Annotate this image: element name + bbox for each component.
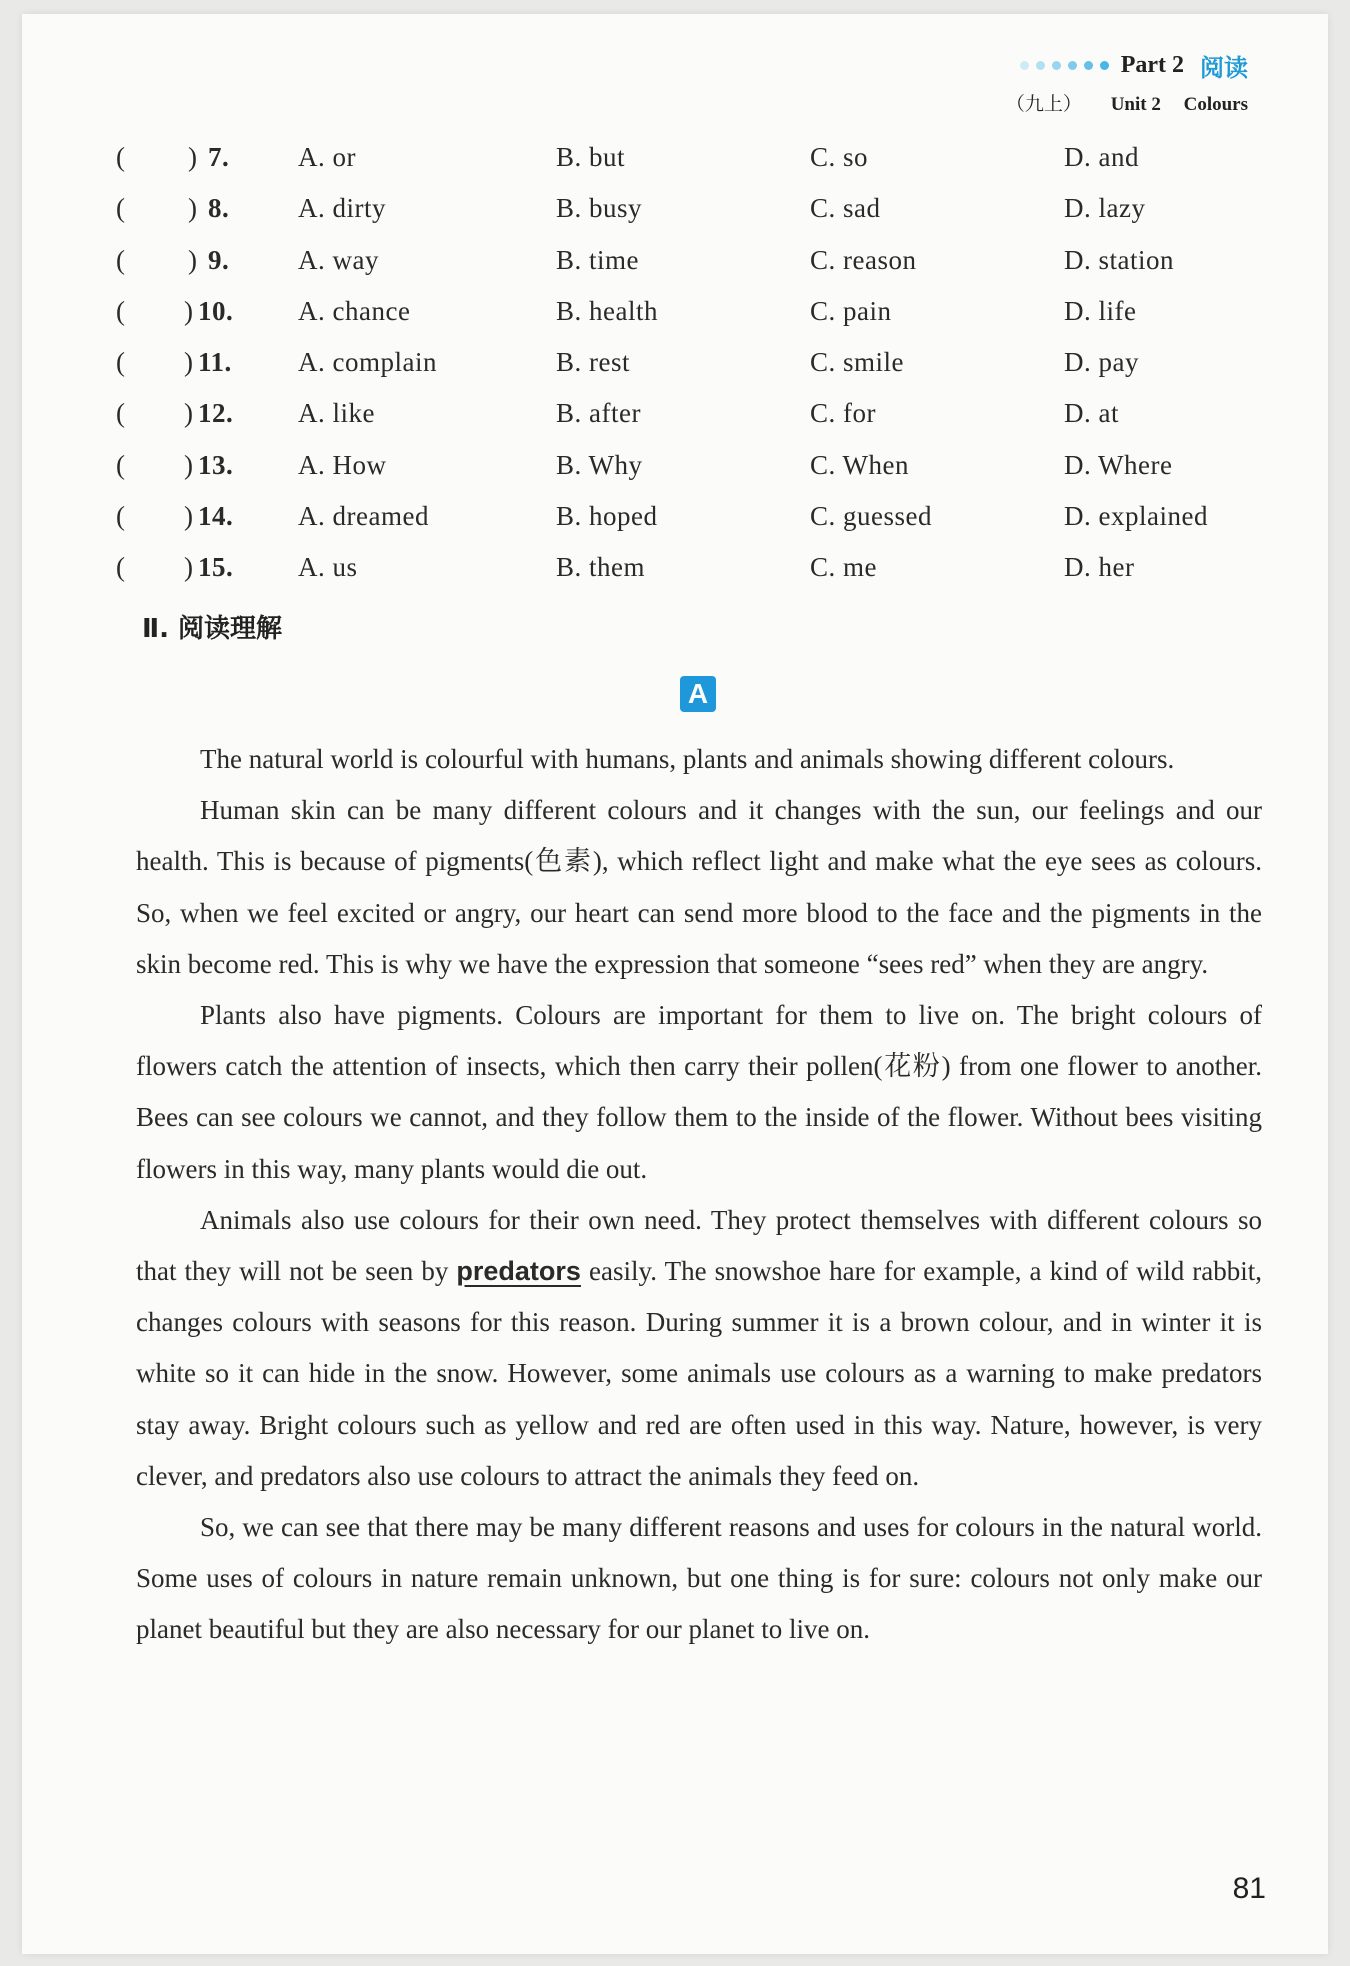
page-number: 81 [1232,1872,1266,1905]
answer-blank-open: ( [116,449,126,480]
question-number: 7. [208,142,230,172]
paragraph: So, we can see that there may be many different reasons and uses for colours in the natural world. Some uses of colours in nature remain unknown, but one thing is for sure: colours not only make our planet beautiful but they are also necessary for our planet to live on. [136,1512,1262,1645]
option-b: B. time [556,244,639,275]
answer-blank-close: ) [188,193,198,224]
answer-blank-close: ) [184,295,194,326]
answer-blank-open: ( [116,295,126,326]
option-d: D. pay [1064,347,1139,378]
answer-blank-close: ) [184,552,194,583]
answer-blank-open: ( [116,244,126,275]
option-d: D. station [1064,244,1174,275]
option-c: C. me [810,552,877,583]
part-cn-label: 阅读 [1200,54,1248,82]
answer-blank-close: ) [188,244,198,275]
paragraph: The natural world is colourful with humans, plants and animals showing different colours. [200,744,1175,774]
answer-blank-close: ) [188,142,198,172]
option-b: B. them [556,552,645,583]
option-b: B. busy [556,193,643,224]
paragraph: Plants also have pigments. Colours are important for them to live on. The bright colours of flowers catch the attention of insects, which then carry their pollen(花粉) from one flower to another. Bees can see colours we cannot, and they follow them to the inside of the flower. Without bees visiting flowers in this way, many plants would die out. [136,1000,1262,1184]
page-header [1006,48,1248,116]
answer-blank-close: ) [184,501,194,532]
option-d: D. Where [1064,449,1173,480]
option-c: C. so [810,142,869,172]
unit-label: Unit 2 [1110,94,1161,115]
question-number: 8. [208,193,230,224]
textbook-page [22,14,1328,1954]
option-d: D. explained [1064,501,1208,532]
question-number: 9. [208,244,230,275]
option-a: A. dirty [298,193,386,224]
question-number: 10. [198,295,234,326]
answer-blank-open: ( [116,552,126,583]
option-b: B. rest [556,347,630,378]
option-a: A. us [298,552,358,583]
answer-blank-close: ) [184,449,194,480]
question-number: 12. [198,398,234,429]
option-a: A. dreamed [298,501,429,532]
option-c: C. pain [810,295,892,326]
passage-badge: A [680,676,716,712]
option-d: D. at [1064,398,1119,429]
option-b: B. hoped [556,501,658,532]
answer-blank-close: ) [184,398,194,429]
answer-blank-open: ( [116,142,126,172]
option-c: C. guessed [810,501,932,532]
option-c: C. for [810,398,876,429]
option-d: D. and [1064,142,1139,172]
answer-blank-close: ) [184,347,194,378]
answer-blank-open: ( [116,347,126,378]
grade-label: （九上） [1005,93,1082,115]
decorative-dots-icon [1020,61,1109,70]
question-number: 13. [198,449,234,480]
option-b: B. after [556,398,641,429]
option-c: C. smile [810,347,905,378]
option-a: A. How [298,449,387,480]
option-d: D. life [1064,295,1137,326]
part-label: Part 2 [1120,52,1184,78]
question-number: 11. [198,347,232,378]
option-d: D. lazy [1064,193,1146,224]
question-number: 15. [198,552,234,583]
option-a: A. chance [298,295,411,326]
paragraph [136,1195,1262,1502]
option-b: B. Why [556,449,643,480]
option-c: C. When [810,449,909,480]
answer-blank-open: ( [116,501,126,532]
reading-passage [136,734,1262,1656]
answer-blank-open: ( [116,398,126,429]
option-b: B. health [556,295,658,326]
option-c: C. reason [810,244,917,275]
option-a: A. like [298,398,375,429]
paragraph-text: easily. The snowshoe hare for example, a kind of wild rabbit, changes colours with seasons for this reason. During summer it is a brown colour, and in winter it is white so it can hide in the snow. However, some animals use colours as a warning to make predators stay away. Bright colours such as yellow and red are often used in this way. Nature, however, is very clever, and predators also use colours to attract the animals they feed on. [136,1256,1263,1491]
answer-blank-open: ( [116,193,126,224]
paragraph-text: Animals also use colours for their own need. They protect themselves with different colours so that they will not be seen by [136,1204,1262,1287]
option-a: A. complain [298,347,437,378]
option-d: D. her [1064,552,1135,583]
option-b: B. but [556,142,626,172]
option-a: A. or [298,142,356,172]
section-title: Ⅱ. 阅读理解 [142,614,283,644]
option-a: A. way [298,244,379,275]
keyword-predators: predators [456,1256,581,1287]
question-number: 14. [198,501,234,532]
paragraph: Human skin can be many different colours and it changes with the sun, our feelings and our health. This is because of pigments(色素), which reflect light and make what the eye sees as colours. So, when we feel excited or angry, our heart can send more blood to the face and the pigments in the skin become red. This is why we have the expression that someone “sees red” when they are angry. [136,795,1262,979]
option-c: C. sad [810,193,881,224]
unit-title: Colours [1183,94,1248,115]
